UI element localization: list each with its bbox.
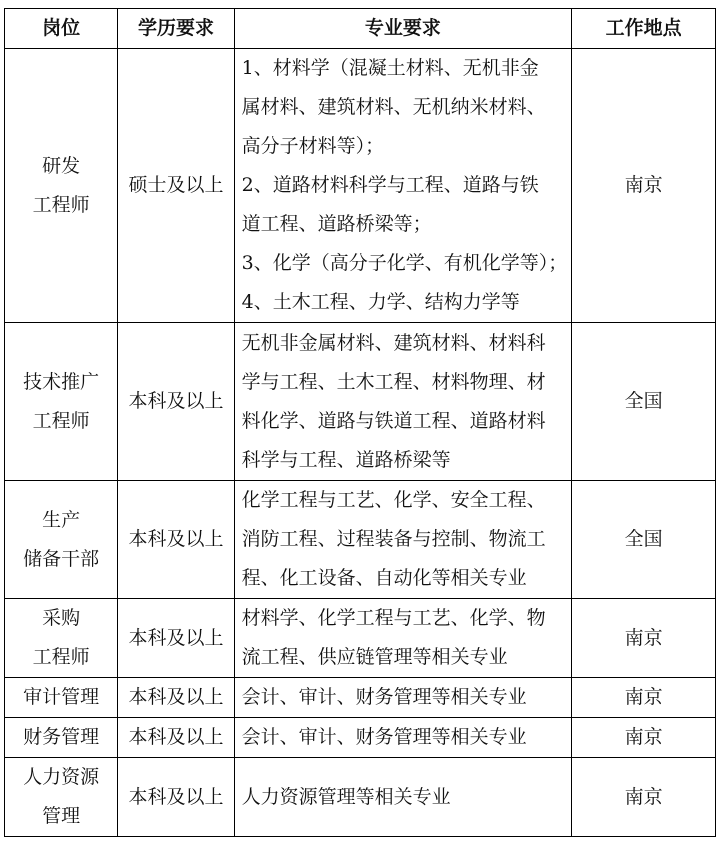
major-line: 消防工程、过程装备与控制、物流工 xyxy=(241,528,546,550)
major-cell xyxy=(234,678,572,718)
major-cell xyxy=(234,323,572,481)
major-line: 流工程、供应链管理等相关专业 xyxy=(241,646,508,668)
education-cell: 本科及以上 xyxy=(118,758,234,837)
major-line: 1、材料学（混凝土材料、无机非金 xyxy=(241,57,539,79)
education-cell: 本科及以上 xyxy=(118,718,234,758)
header-education: 学历要求 xyxy=(118,9,234,49)
table-row xyxy=(5,718,716,758)
position-line: 生产 xyxy=(42,508,81,531)
education-cell: 本科及以上 xyxy=(118,678,234,718)
major-line: 3、化学（高分子化学、有机化学等）； xyxy=(241,252,568,274)
location-cell: 南京 xyxy=(572,49,716,323)
major-cell xyxy=(234,49,572,323)
education-cell: 本科及以上 xyxy=(118,481,234,599)
major-line: 料化学、道路与铁道工程、道路材料 xyxy=(241,409,546,432)
position-line: 工程师 xyxy=(32,646,90,668)
major-line: 高分子材料等）； xyxy=(241,135,385,157)
major-line: 人力资源管理等相关专业 xyxy=(241,785,451,808)
position-line: 财务管理 xyxy=(23,726,100,748)
location-cell: 南京 xyxy=(572,758,716,837)
header-location: 工作地点 xyxy=(572,9,716,49)
position-cell xyxy=(5,49,118,323)
header-position: 岗位 xyxy=(5,9,118,49)
major-line: 会计、审计、财务管理等相关专业 xyxy=(241,686,527,708)
location-cell: 南京 xyxy=(572,599,716,678)
table-row xyxy=(5,758,716,837)
table-row xyxy=(5,481,716,599)
header-major: 专业要求 xyxy=(234,9,572,49)
position-cell xyxy=(5,599,118,678)
major-line: 学与工程、土木工程、材料物理、材 xyxy=(241,370,546,393)
education-cell: 硕士及以上 xyxy=(118,49,234,323)
major-cell xyxy=(234,758,572,837)
major-line: 材料学、化学工程与工艺、化学、物 xyxy=(241,607,546,629)
table-row xyxy=(5,49,716,323)
major-line: 道工程、道路桥梁等； xyxy=(241,213,432,235)
education-cell: 本科及以上 xyxy=(118,599,234,678)
position-line: 人力资源 xyxy=(23,766,100,788)
education-cell: 本科及以上 xyxy=(118,323,234,481)
position-line: 管理 xyxy=(42,805,81,827)
position-cell xyxy=(5,758,118,837)
position-cell xyxy=(5,323,118,481)
position-line: 研发 xyxy=(42,154,81,177)
table-row xyxy=(5,323,716,481)
location-cell: 全国 xyxy=(572,481,716,599)
position-line: 储备干部 xyxy=(23,547,100,570)
position-cell xyxy=(5,718,118,758)
major-line: 程、化工设备、自动化等相关专业 xyxy=(241,567,527,589)
position-line: 审计管理 xyxy=(23,686,100,708)
header-row xyxy=(5,9,716,49)
major-cell xyxy=(234,481,572,599)
recruitment-table xyxy=(4,8,716,837)
location-cell: 全国 xyxy=(572,323,716,481)
position-line: 工程师 xyxy=(32,193,90,216)
major-line: 属材料、建筑材料、无机纳米材料、 xyxy=(241,96,546,118)
table-row xyxy=(5,678,716,718)
major-line: 会计、审计、财务管理等相关专业 xyxy=(241,726,527,748)
position-line: 采购 xyxy=(42,607,81,629)
major-line: 无机非金属材料、建筑材料、材料科 xyxy=(241,331,546,354)
table-row xyxy=(5,599,716,678)
location-cell: 南京 xyxy=(572,678,716,718)
position-line: 技术推广 xyxy=(23,370,100,393)
position-cell xyxy=(5,481,118,599)
major-cell xyxy=(234,718,572,758)
major-line: 科学与工程、道路桥梁等 xyxy=(241,448,451,471)
major-line: 化学工程与工艺、化学、安全工程、 xyxy=(241,489,546,511)
location-cell: 南京 xyxy=(572,718,716,758)
position-cell xyxy=(5,678,118,718)
major-line: 4、土木工程、力学、结构力学等 xyxy=(241,291,520,313)
position-line: 工程师 xyxy=(32,409,90,432)
major-line: 2、道路材料科学与工程、道路与铁 xyxy=(241,174,539,196)
major-cell xyxy=(234,599,572,678)
